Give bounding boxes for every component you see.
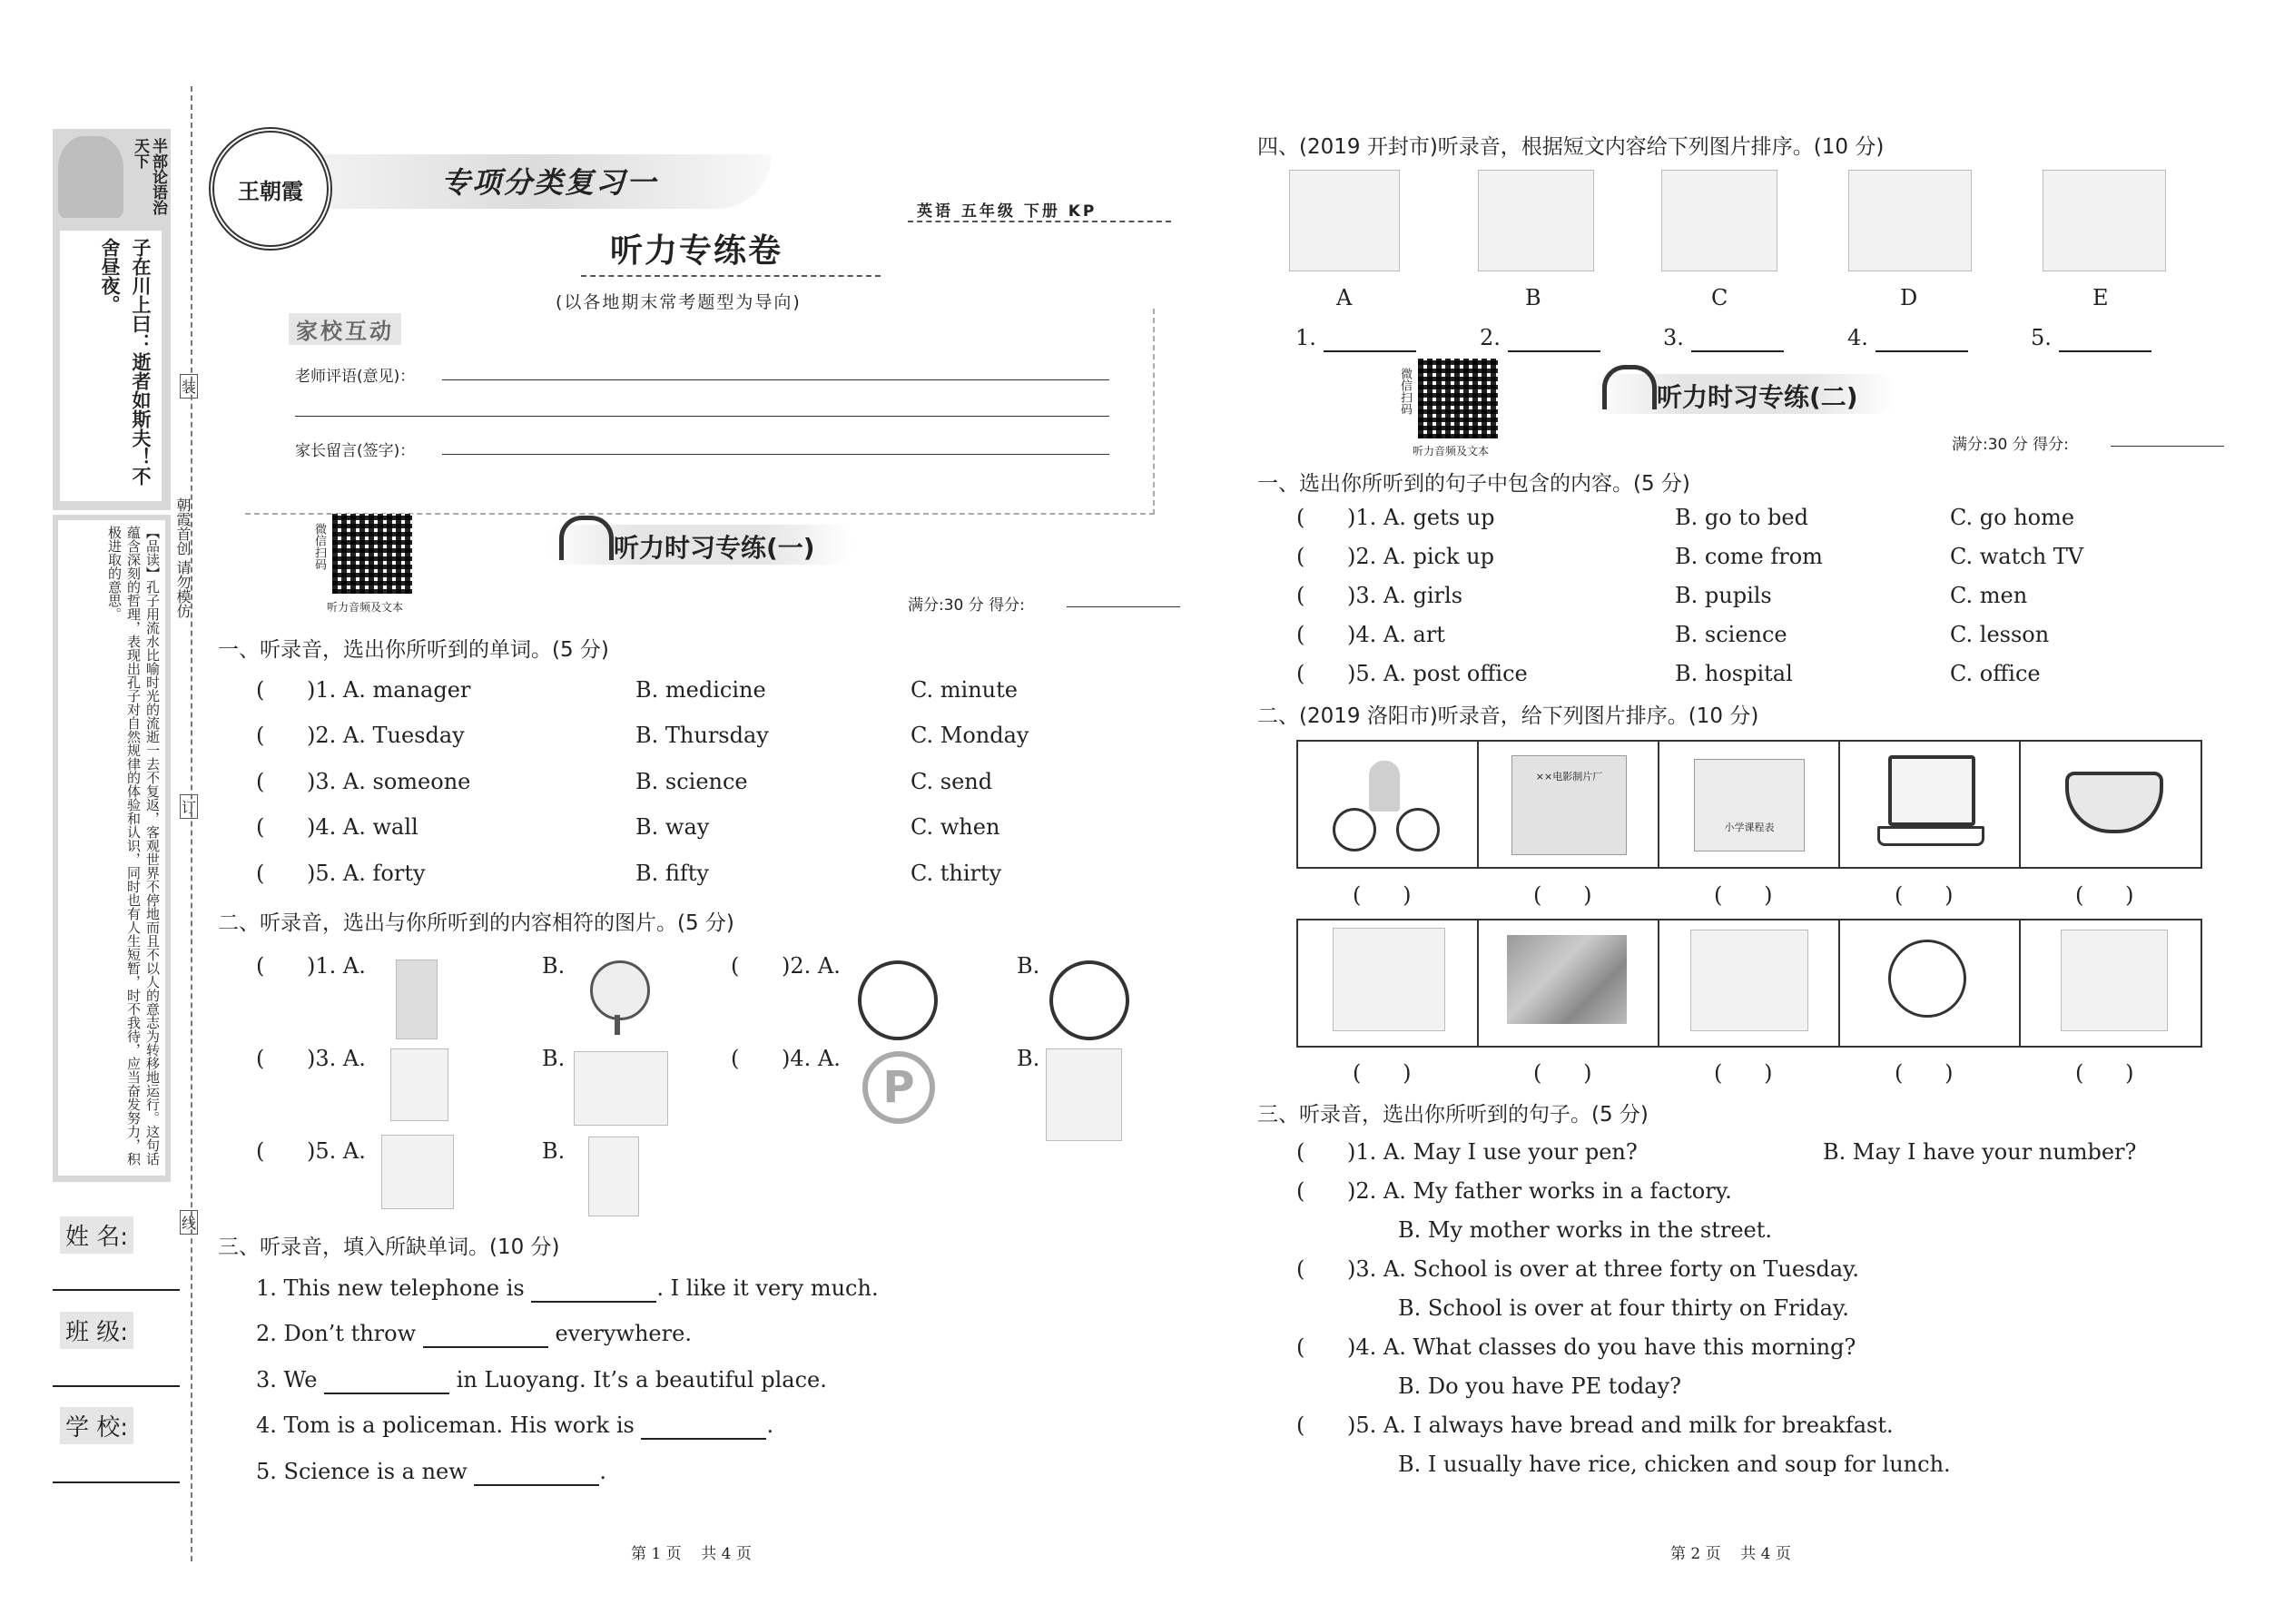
brand-logo-text: 王朝霞 [238,178,303,204]
right-q3-heading: 三、听录音，选出你所听到的句子。(5 分) [1257,1103,1649,1127]
motto-author: 半部论语治天下 [131,138,167,215]
no-parking-sign-icon[interactable]: P [862,1051,935,1124]
laptop-picture[interactable] [1877,755,1979,851]
right-q3-item: ( )1. A. May I use your pen? [1296,1139,1638,1165]
score-line-1: 满分:30 分 得分: [908,596,1025,615]
left-q3-item: 4. Tom is a policeman. His work is . [256,1412,774,1438]
q4-label-c: C [1711,285,1728,310]
q4-blank-5: 5. [2031,325,2151,352]
reading-text: 【品读】孔子用流水比喻时光的流逝一去不复返，客观世界不停地而且不以人的意志为转移地运行。这句话蕴含深刻的哲理，表现出孔子对自然规律的体验和认识，同时也有人生短暂，时不我待，应当奋发努力，积极进取的意思。 [106,526,161,1166]
score-line-2: 满分:30 分 得分: [1952,436,2069,454]
worker-picture[interactable] [381,1135,454,1209]
q4-blank-4: 4. [1847,325,1968,352]
park-picture[interactable] [2061,930,2168,1031]
left-q1-item: ( )3. A. someone [256,769,471,794]
grid-divider [1838,740,1840,867]
right-q1-option-b[interactable]: B. science [1675,622,1787,647]
left-q1-item: ( )2. A. Tuesday [256,723,465,748]
left-q2-b-label: B. [542,1138,566,1164]
q4-label-d: D [1900,285,1918,310]
tags-underline [908,221,1171,222]
left-q1-heading: 一、听录音，选出你所听到的单词。(5 分) [218,638,609,662]
score-blank-1[interactable] [1067,606,1180,607]
left-q2-heading: 二、听录音，选出与你所听到的内容相符的图片。(5 分) [218,911,734,935]
q4-blank-1: 1. [1295,325,1416,352]
title-underline [581,275,881,277]
grid-divider [1658,740,1659,867]
school-label: 学 校: [60,1407,133,1444]
right-q1-option-c[interactable]: C. office [1950,661,2041,686]
fill-blank[interactable] [324,1367,449,1394]
left-q1-option-b[interactable]: B. Thursday [635,723,769,748]
q4-label-b: B [1525,285,1541,310]
right-q1-option-c[interactable]: C. go home [1950,505,2075,530]
qr-code-1[interactable] [332,514,412,594]
right-q1-item: ( )1. A. gets up [1296,505,1495,530]
right-q1-item: ( )5. A. post office [1296,661,1528,686]
left-q2-b-label: B. [1017,953,1040,979]
class-label: 班 级: [60,1312,133,1349]
name-line [53,1289,180,1291]
order-paren[interactable]: ( ) [1714,1060,1773,1086]
right-q1-option-b[interactable]: B. come from [1675,544,1823,569]
cinema-sign: ××电影制片厂 [1535,771,1603,782]
teacher-comment-line[interactable] [442,379,1109,380]
q4-picture-e[interactable] [2043,170,2166,271]
right-q1-option-b[interactable]: B. go to bed [1675,505,1808,530]
fill-blank[interactable] [641,1412,766,1440]
left-q2-item-5: ( )5. A. [256,1138,366,1164]
fridge-picture[interactable] [396,960,438,1039]
right-q1-option-b[interactable]: B. pupils [1675,583,1772,608]
qr-side-label-1: 微信扫码 [312,523,326,570]
left-q1-item: ( )1. A. manager [256,677,471,703]
right-q3-item: ( )2. A. My father works in a factory. [1296,1178,1732,1204]
right-page-number: 第 2 页 共 4 页 [1670,1545,1791,1563]
quote-panel [60,231,162,501]
left-q1-option-c[interactable]: C. minute [911,677,1018,703]
order-paren[interactable]: ( ) [1533,882,1592,908]
right-q3-option-b[interactable]: B. My mother works in the street. [1398,1217,1773,1243]
left-q3-item: 2. Don’t throw everywhere. [256,1321,692,1346]
fan-picture[interactable] [590,960,650,1020]
quote-text: 子在川上曰：逝者如斯夫！不舍昼夜。 [99,238,152,486]
left-q3-item: 1. This new telephone is . I like it very much. [256,1275,879,1301]
teacher-comment-line-2[interactable] [295,416,1109,417]
cut-mark-1: 装 [180,374,198,399]
score-blank-2[interactable] [2111,446,2224,447]
section-title-1: 听力时习专练(一) [614,533,815,563]
brand-logo [209,127,332,251]
left-q1-item: ( )5. A. forty [256,861,426,886]
right-q1-heading: 一、选出你所听到的句子中包含的内容。(5 分) [1257,472,1690,496]
city-picture[interactable] [1690,930,1808,1031]
people-picture[interactable] [1046,1048,1122,1141]
rider-icon [1369,761,1400,812]
left-q3-item: 5. Science is a new . [256,1459,607,1484]
left-q2-b-label: B. [542,1046,566,1071]
pedestrian-sign-icon[interactable] [1888,940,1966,1018]
timetable-sign: 小学课程表 [1724,822,1775,833]
left-q1-option-b[interactable]: B. way [635,814,710,840]
timetable-picture[interactable] [1694,759,1805,851]
q4-picture-d[interactable] [1848,170,1972,271]
right-q3-item: ( )3. A. School is over at three forty on Tuesday. [1296,1256,1860,1282]
family-picture[interactable] [1333,928,1445,1031]
grottoes-picture[interactable] [1507,935,1627,1024]
right-q3-item: ( )5. A. I always have bread and milk for breakfast. [1296,1412,1894,1438]
paper-title: 听力专练卷 [610,232,783,270]
order-paren[interactable]: ( ) [1353,1060,1412,1086]
headphones-icon [1602,365,1657,409]
reading-panel [53,515,171,1182]
right-q3-option-b[interactable]: B. Do you have PE today? [1398,1373,1681,1399]
clock-b-picture[interactable] [1049,960,1129,1040]
left-q3-item: 3. We in Luoyang. It’s a beautiful place. [256,1367,827,1393]
home-school-title: 家校互动 [289,313,401,345]
left-q1-option-c[interactable]: C. when [911,814,1000,840]
left-page-number: 第 1 页 共 4 页 [631,1545,752,1563]
left-q3-heading: 三、听录音，填入所缺单词。(10 分) [218,1235,560,1259]
bike-wheel-icon [1333,808,1376,851]
qr-code-2[interactable] [1418,359,1498,438]
order-paren[interactable]: ( ) [2075,1060,2134,1086]
fill-blank[interactable] [2059,325,2151,352]
right-q1-option-b[interactable]: B. hospital [1675,661,1793,686]
class-line [53,1385,180,1387]
left-q2-item-4: ( )4. A. [731,1046,841,1071]
section-title-2: 听力时习专练(二) [1657,382,1858,412]
right-q2-heading: 二、(2019 洛阳市)听录音，给下列图片排序。(10 分) [1257,704,1759,728]
fan-stand [615,1015,620,1035]
left-q2-item-3: ( )3. A. [256,1046,366,1071]
laptop-screen-icon [1888,755,1975,826]
parent-comment-line[interactable] [442,454,1109,455]
order-paren[interactable]: ( ) [2075,882,2134,908]
order-paren[interactable]: ( ) [1353,882,1412,908]
right-q3-option-b[interactable]: B. I usually have rice, chicken and soup for lunch. [1398,1452,1951,1477]
order-paren[interactable]: ( ) [1895,1060,1954,1086]
name-label: 姓 名: [60,1216,133,1254]
fill-blank[interactable] [1324,325,1416,352]
side-note: 朝霞首创 请勿模仿 [174,497,192,619]
cook-picture[interactable] [588,1137,639,1216]
right-q1-item: ( )4. A. art [1296,622,1445,647]
order-paren[interactable]: ( ) [1533,1060,1592,1086]
kitchen-picture[interactable] [574,1051,668,1126]
q4-blank-3: 3. [1663,325,1784,352]
right-q1-option-c[interactable]: C. lesson [1950,622,2050,647]
left-q2-b-label: B. [1017,1046,1040,1071]
left-q1-option-c[interactable]: C. thirty [911,861,1002,886]
left-q1-option-b[interactable]: B. science [635,769,748,794]
binding-line [191,86,192,1561]
laptop-base-icon [1877,826,1984,846]
grid-divider [2019,919,2021,1046]
bike-wheel-icon [1396,808,1440,851]
right-q1-option-c[interactable]: C. watch TV [1950,544,2084,569]
cut-mark-2: 订 [180,794,198,819]
right-q3-option-b[interactable]: B. School is over at four thirty on Friday. [1398,1295,1849,1321]
order-paren[interactable]: ( ) [1714,882,1773,908]
fill-blank[interactable] [474,1459,599,1486]
cinema-picture[interactable] [1511,755,1627,855]
left-q2-item-2: ( )2. A. [731,953,841,979]
left-q1-option-b[interactable]: B. fifty [635,861,709,886]
q4-picture-b[interactable] [1478,170,1594,271]
grid-divider [1838,919,1840,1046]
grid-divider [1477,919,1479,1046]
fill-blank[interactable] [531,1275,656,1303]
q4-blank-2: 2. [1480,325,1600,352]
left-q2-b-label: B. [542,953,566,979]
parent-comment-label: 家长留言(签字)： [295,442,416,460]
grid-divider [1477,740,1479,867]
fill-blank[interactable] [1876,325,1968,352]
cut-mark-3: 线 [180,1210,198,1235]
series-title: 专项分类复习一 [441,165,658,200]
grid-divider [2019,740,2021,867]
order-paren[interactable]: ( ) [1895,882,1954,908]
q4-label-e: E [2092,285,2109,310]
grid-divider [1658,919,1659,1046]
left-q1-item: ( )4. A. wall [256,814,418,840]
fill-blank[interactable] [1508,325,1600,352]
sidebar [53,129,171,1191]
right-q3-item: ( )4. A. What classes do you have this morning? [1296,1334,1856,1360]
clock-a-picture[interactable] [858,960,938,1040]
right-q1-option-c[interactable]: C. men [1950,583,2028,608]
q4-label-a: A [1336,285,1353,310]
teacher-comment-label: 老师评语(意见)： [295,368,416,386]
qr-caption-1: 听力音频及文本 [327,601,404,614]
left-q1-option-b[interactable]: B. medicine [635,677,766,703]
headphones-icon [559,516,614,560]
confucius-portrait [58,136,123,218]
right-q1-item: ( )3. A. girls [1296,583,1463,608]
bike-picture[interactable] [1333,753,1442,853]
q4-picture-c[interactable] [1661,170,1777,271]
right-q3-option-b[interactable]: B. May I have your number? [1823,1139,2137,1165]
q4-picture-a[interactable] [1289,170,1400,271]
subject-tags: 英语 五年级 下册 KP [917,202,1098,221]
school-line [53,1481,180,1483]
left-q2-item-1: ( )1. A. [256,953,366,979]
fill-blank[interactable] [423,1321,548,1348]
left-q1-option-c[interactable]: C. Monday [911,723,1029,748]
qr-side-label-2: 微信扫码 [1398,368,1412,415]
paper-subtitle: (以各地期末常考题型为导向) [556,292,802,312]
left-q1-option-c[interactable]: C. send [911,769,993,794]
right-q4-heading: 四、(2019 开封市)听录音，根据短文内容给下列图片排序。(10 分) [1257,135,1885,159]
qr-caption-2: 听力音频及文本 [1413,445,1490,458]
fill-blank[interactable] [1691,325,1784,352]
right-q1-item: ( )2. A. pick up [1296,544,1494,569]
clothes-picture[interactable] [390,1048,448,1121]
